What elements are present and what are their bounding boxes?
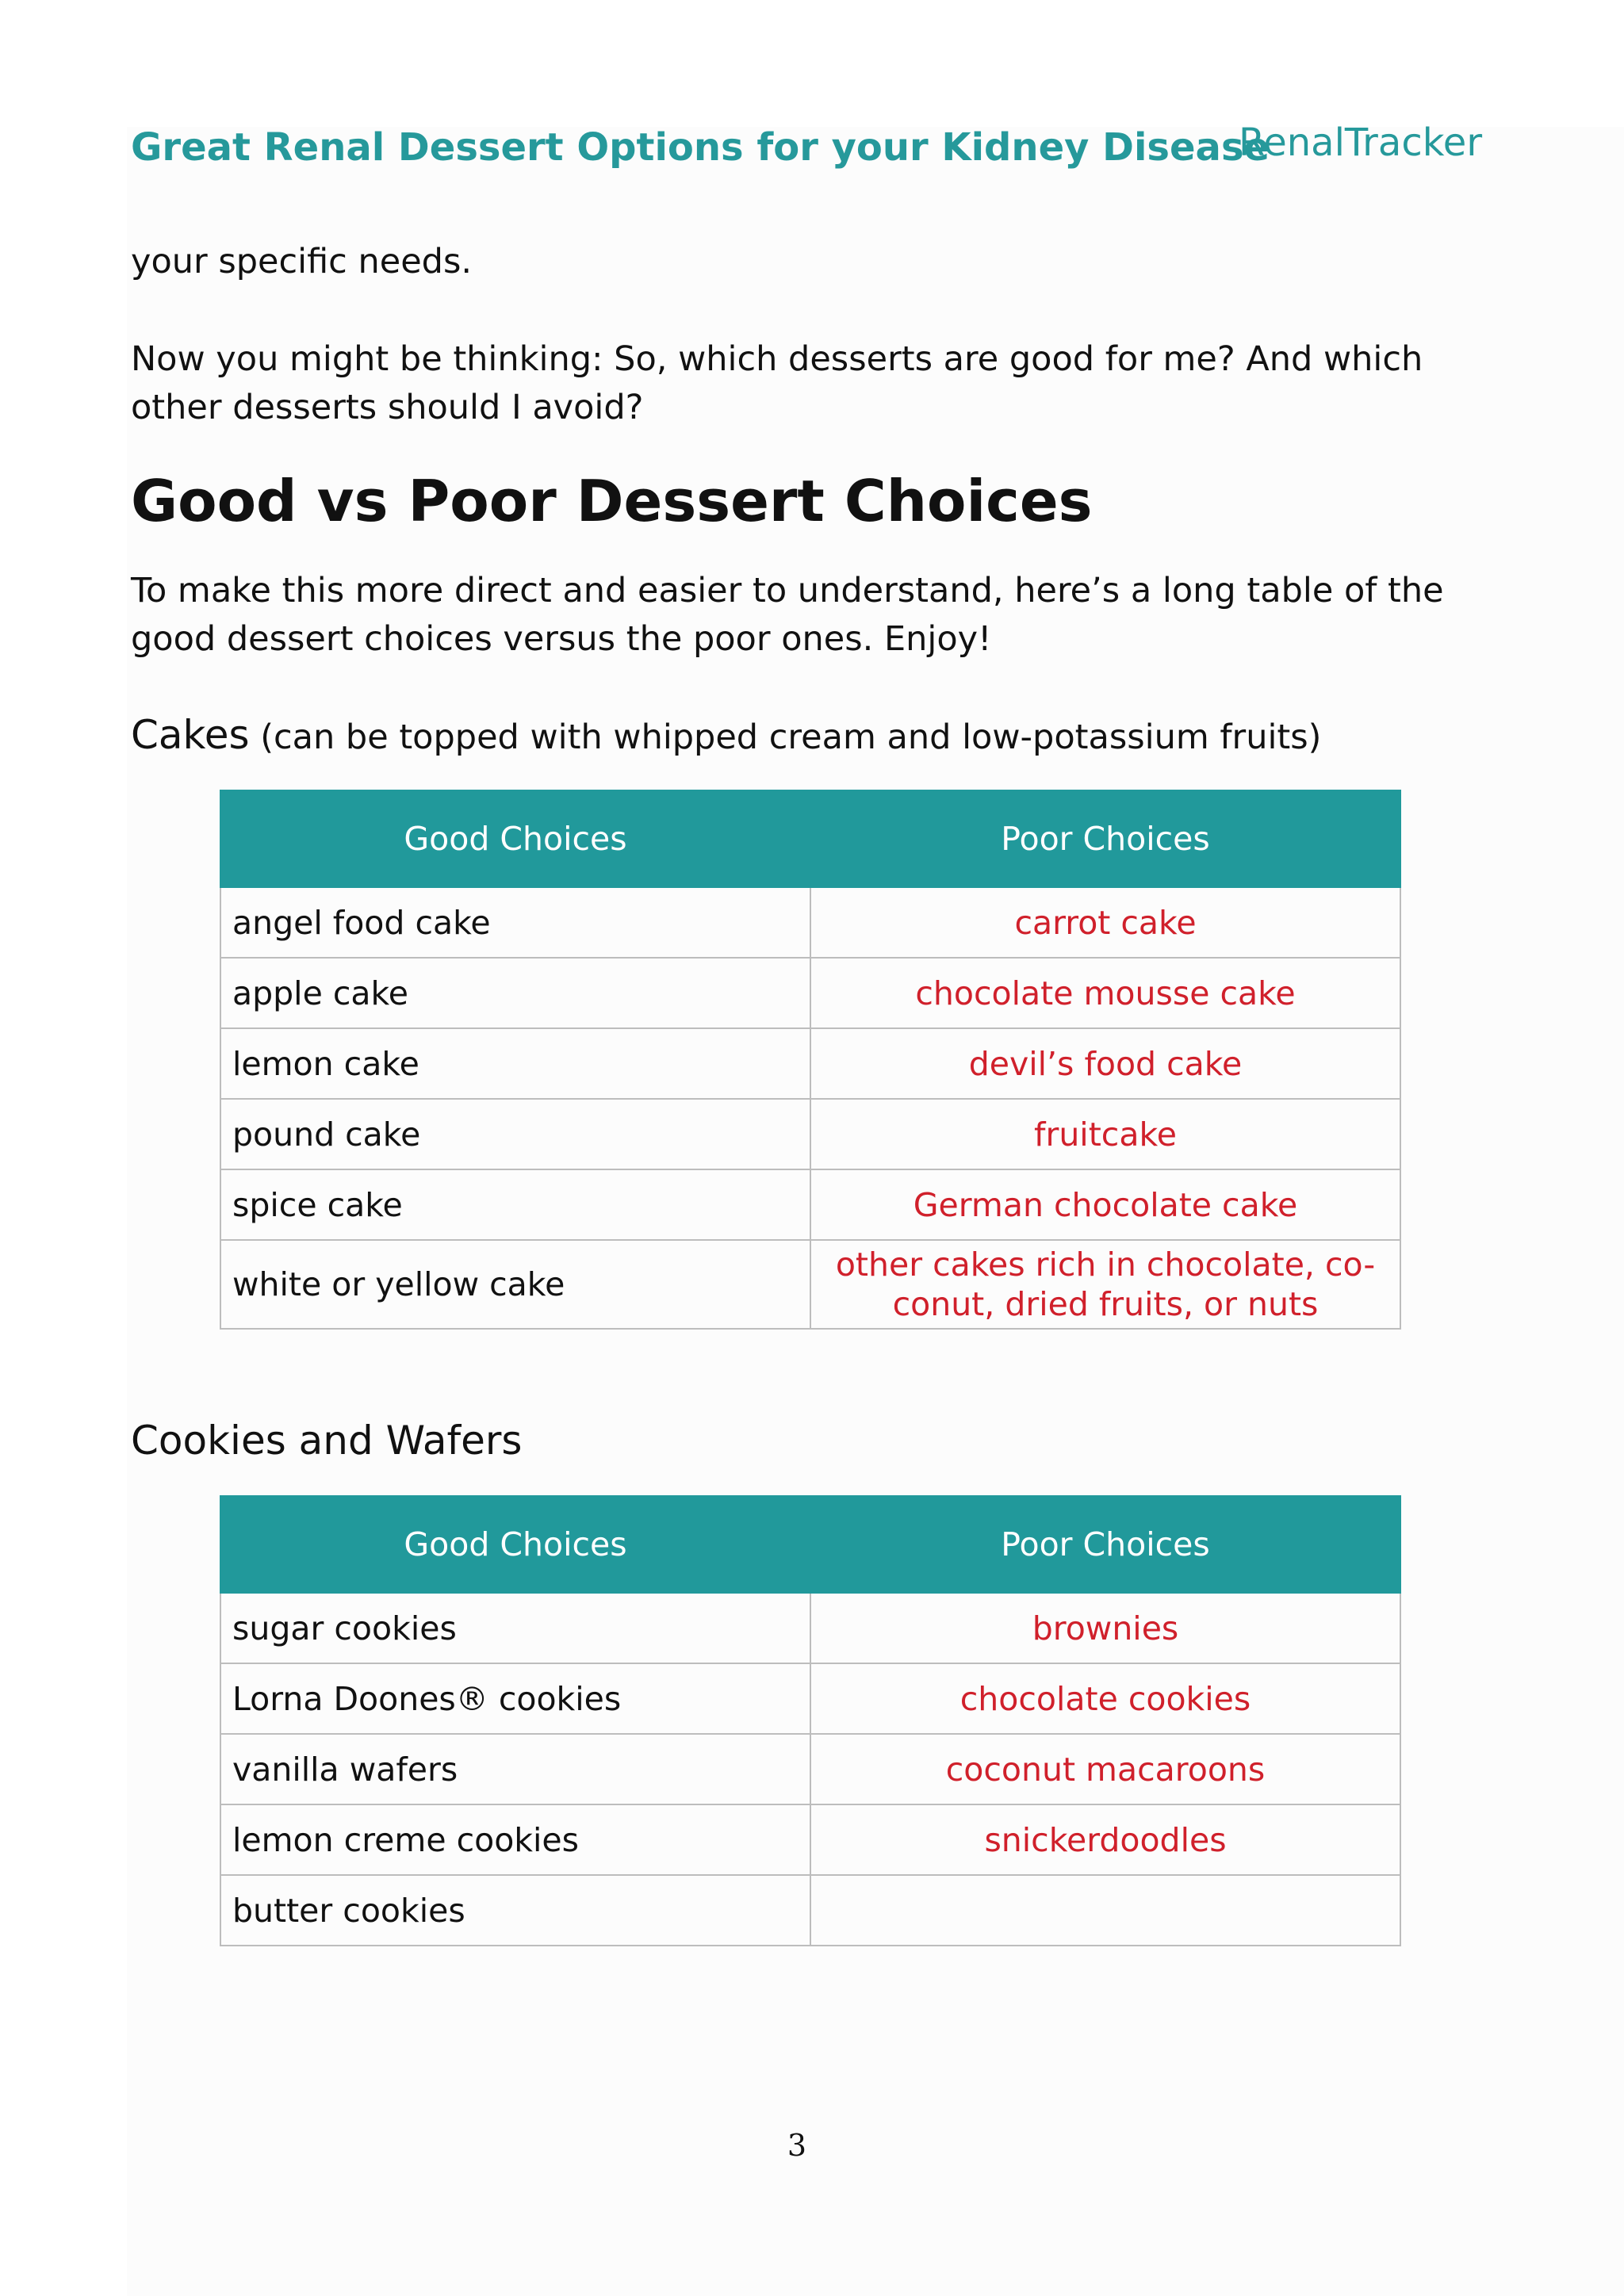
poor-choice-cell — [810, 1875, 1400, 1946]
good-choice-cell: vanilla wafers — [220, 1734, 810, 1804]
cakes-table — [220, 790, 1401, 1330]
poor-choice-cell: coconut macaroons — [810, 1734, 1400, 1804]
table-row — [220, 887, 1400, 958]
table-row — [220, 1099, 1400, 1169]
poor-choice-cell: brownies — [810, 1593, 1400, 1663]
brand-name: RenalTracker — [1239, 121, 1483, 165]
cookies-table — [220, 1495, 1401, 1946]
table-row — [220, 1804, 1400, 1875]
good-choice-cell: sugar cookies — [220, 1593, 810, 1663]
poor-choice-cell: chocolate cookies — [810, 1663, 1400, 1734]
table-row — [220, 958, 1400, 1028]
cakes-heading — [131, 711, 1511, 761]
poor-choice-cell: other cakes rich in chocolate, co-conut, dried fruits, or nuts — [810, 1240, 1400, 1329]
table-row — [220, 1593, 1400, 1663]
good-choice-cell: angel food cake — [220, 887, 810, 958]
table-header-row — [220, 1496, 1400, 1593]
table-row — [220, 1028, 1400, 1099]
good-choice-cell: butter cookies — [220, 1875, 810, 1946]
document-header-title: Great Renal Dessert Options for your Kidney Disease — [131, 125, 1270, 170]
good-choice-cell: lemon creme cookies — [220, 1804, 810, 1875]
intro-paragraph: To make this more direct and easier to understand, here’s a long table of the good dessert choices versus the poor ones. Enjoy! — [131, 571, 1444, 659]
column-header-good: Good Choices — [220, 1496, 810, 1593]
good-choice-cell: spice cake — [220, 1169, 810, 1240]
table-row — [220, 1169, 1400, 1240]
table-row — [220, 1734, 1400, 1804]
page-number: 3 — [787, 2128, 807, 2163]
poor-choice-cell: German chocolate cake — [810, 1169, 1400, 1240]
question-paragraph: Now you might be thinking: So, which desserts are good for me? And which other desserts should I avoid? — [131, 339, 1423, 427]
good-choice-cell: white or yellow cake — [220, 1240, 810, 1329]
poor-choice-cell: fruitcake — [810, 1099, 1400, 1169]
page-content — [131, 238, 1511, 1946]
table-header-row — [220, 790, 1400, 887]
good-choice-cell: lemon cake — [220, 1028, 810, 1099]
poor-choice-cell: devil’s food cake — [810, 1028, 1400, 1099]
poor-choice-cell: carrot cake — [810, 887, 1400, 958]
good-choice-cell: Lorna Doones® cookies — [220, 1663, 810, 1734]
cookies-title: Cookies and Wafers — [131, 1418, 523, 1464]
column-header-poor: Poor Choices — [810, 790, 1400, 887]
cakes-title: Cakes — [131, 712, 250, 758]
column-header-good: Good Choices — [220, 790, 810, 887]
poor-choice-cell: snickerdoodles — [810, 1804, 1400, 1875]
table-row — [220, 1875, 1400, 1946]
column-header-poor: Poor Choices — [810, 1496, 1400, 1593]
spacer — [131, 1330, 1511, 1417]
good-choice-cell: pound cake — [220, 1099, 810, 1169]
section-heading: Good vs Poor Dessert Choices — [131, 468, 1093, 534]
continuation-paragraph: your specific needs. — [131, 242, 473, 281]
table-row — [220, 1663, 1400, 1734]
table-row — [220, 1240, 1400, 1329]
good-choice-cell: apple cake — [220, 958, 810, 1028]
cookies-heading — [131, 1417, 1511, 1467]
poor-choice-cell: chocolate mousse cake — [810, 958, 1400, 1028]
cakes-note: (can be topped with whipped cream and low-potassium fruits) — [260, 718, 1322, 757]
